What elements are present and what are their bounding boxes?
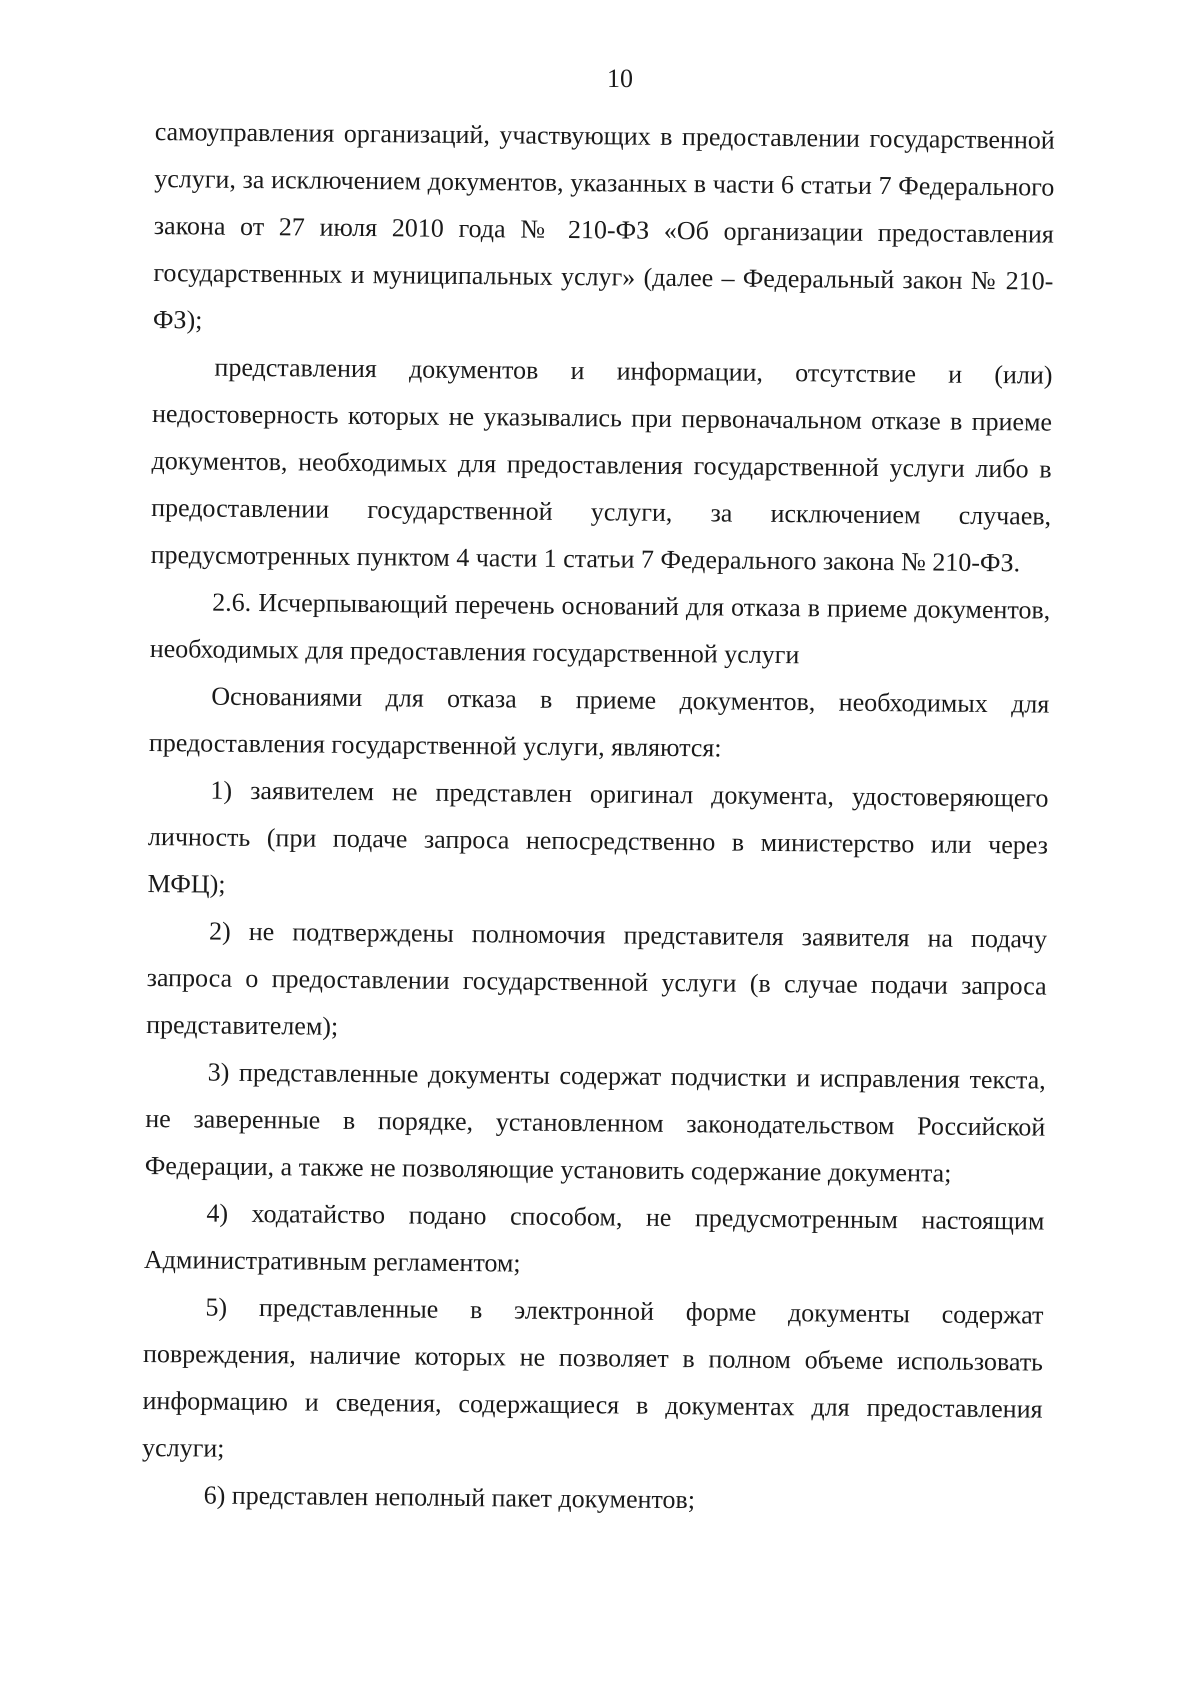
paragraph-continuation: самоуправления организаций, участвующих в предоставлении государственной услуги, за исключением документов, указанных в части 6 статьи 7 Федерального закона от 27 июля 2010 года № 210-ФЗ «Об организации предоставления государственных и муниципальных услуг» (далее – Федеральный закон № 210-ФЗ);: [152, 116, 1055, 335]
list-item: 2) не подтверждены полномочия представителя заявителя на подачу запроса о предоставлении государственной услуги (в случае подачи запроса представителем);: [146, 916, 1048, 1041]
list-item: 3) представленные документы содержат подчистки и исправления текста, не заверенные в порядке, установленном законодательством Российской Федерации, а также не позволяющие установить содержание документа;: [144, 1057, 1046, 1188]
list-item: 5) представленные в электронной форме документы содержат повреждения, наличие которых не позволяет в полном объеме использовать информацию и сведения, содержащиеся в документах для предоставления услуги;: [142, 1292, 1044, 1463]
document-body: [141, 108, 1054, 1527]
list-item: 1) заявителем не представлен оригинал документа, удостоверяющего личность (при подаче запроса непосредственно в министерство или через МФЦ);: [147, 775, 1049, 899]
paragraph-grounds-intro: Основаниями для отказа в приеме документов, необходимых для предоставления государственной услуги, являются:: [148, 681, 1050, 763]
list-item: 4) ходатайство подано способом, не предусмотренным настоящим Административным регламентом;: [143, 1198, 1045, 1278]
section-heading-2-6: 2.6. Исчерпывающий перечень оснований для отказа в приеме документов, необходимых для предоставления государственной услуги: [149, 587, 1051, 670]
page-number: 10: [607, 64, 633, 93]
list-item: 6) представлен неполный пакет документов;: [203, 1480, 696, 1515]
paragraph-representation: представления документов и информации, отсутствие и (или) недостоверность которых не указывались при первоначальном отказе в приеме документов, необходимых для предоставления государственной услуги либо в предоставлении государственной услуги, за исключением случаев, предусмотренных пунктом 4 части 1 статьи 7 Федерального закона № 210-ФЗ.: [150, 352, 1053, 578]
